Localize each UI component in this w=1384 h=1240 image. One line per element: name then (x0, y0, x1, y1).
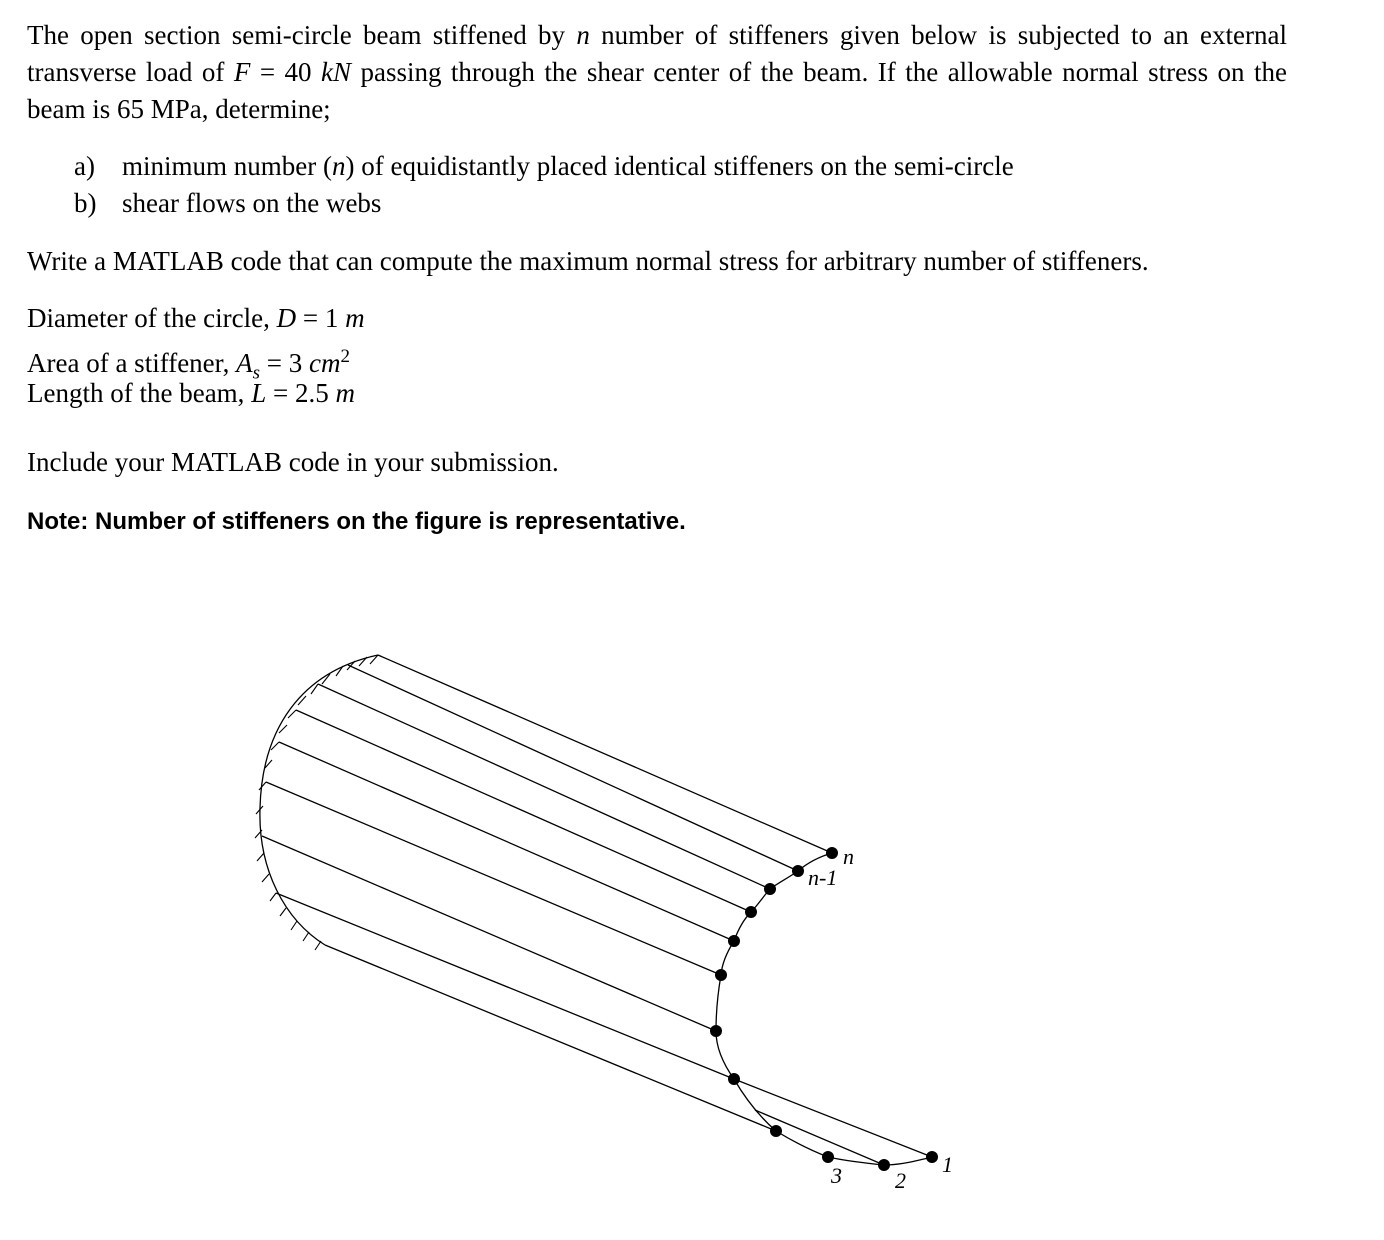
given-diameter: Diameter of the circle, D = 1 m (27, 303, 365, 333)
stiffener-n-minus-1 (792, 865, 804, 877)
unit-kN: kN (320, 57, 351, 87)
label-2: 2 (895, 1168, 906, 1193)
stiffener-n (826, 847, 838, 859)
stiffener-2 (878, 1159, 890, 1171)
free-end-curve-tail (884, 1157, 932, 1165)
wall-hatching (255, 655, 378, 950)
task-b: b) shear flows on the webs (74, 188, 382, 218)
stiffener-1 (926, 1151, 938, 1163)
task-a: a) minimum number (n) of equidistantly placed identical stiffeners on the semi-circle (74, 151, 1014, 181)
stiffener-dots (710, 847, 938, 1171)
stiffener (715, 969, 727, 981)
given-stiffener-area: Area of a stiffener, $A_s = 3$ $cm^2$ (27, 346, 350, 384)
label-n-minus-1: n-1 (808, 865, 838, 890)
label-3: 3 (831, 1163, 842, 1188)
var-n: n (576, 20, 590, 50)
problem-statement: The open section semi-circle beam stiffened by n number of stiffeners given below is subjected to an external transverse load of F = 40 kN passing through the shear center of the beam. If the allowable normal stress on the beam is 65 MPa, determine; (27, 20, 1288, 124)
stiffener (770, 1125, 782, 1137)
matlab-request: Write a MATLAB code that can compute the maximum normal stress for arbitrary number of stiffeners. (27, 246, 1149, 276)
stiffener (745, 906, 757, 918)
label-1: 1 (942, 1152, 953, 1177)
include-note: Include your MATLAB code in your submission. (27, 447, 559, 477)
stiffener (728, 935, 740, 947)
given-length: Length of the beam, L = 2.5 m (27, 378, 355, 408)
stiffener (710, 1025, 722, 1037)
wall-semicircle (260, 655, 378, 945)
figure-note: Note: Number of stiffeners on the figure is representative. (27, 508, 686, 535)
stiffener-3 (822, 1151, 834, 1163)
stringer-lines (262, 655, 932, 1165)
free-end-curve (716, 853, 884, 1165)
stiffener (728, 1073, 740, 1085)
label-n: n (843, 844, 854, 869)
stiffener (764, 883, 776, 895)
var-F: F (233, 57, 251, 87)
